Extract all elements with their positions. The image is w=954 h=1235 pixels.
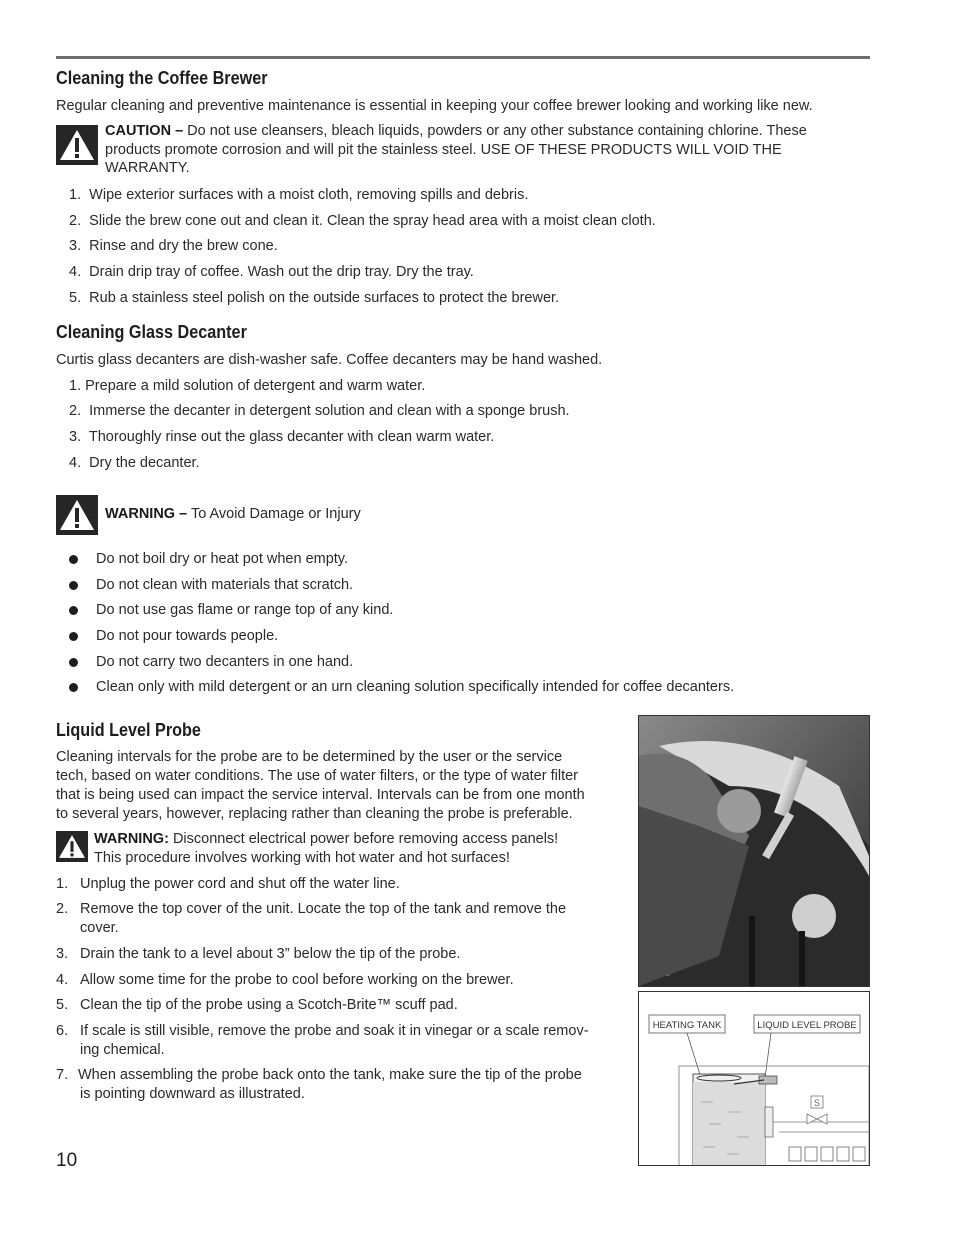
decanter-warning-text: WARNING – To Avoid Damage or Injury [105,506,361,522]
probe-intro-line: to several years, however, replacing rather than cleaning the probe is preferable. [56,806,573,822]
decanter-warning-icon [56,495,98,535]
caution-line-2: products promote corrosion and will pit the stainless steel. USE OF THESE PRODUCTS WILL VOID THE [105,141,782,158]
probe-cleaning-photo [638,715,870,987]
bullet-item: Clean only with mild detergent or an urn cleaning solution specifically intended for coffee decanters. [96,679,735,695]
page-number: 10 [56,1150,78,1171]
heading-cleaning-glass-decanter: Cleaning Glass Decanter [56,322,247,342]
bullet-icon [69,683,78,692]
list-item: 1. Prepare a mild solution of detergent and warm water. [69,378,426,394]
top-rule [56,56,870,59]
heading-liquid-level-probe: Liquid Level Probe [56,720,201,740]
caution-line-1: Do not use cleansers, bleach liquids, powders or any other substance containing chlorine. These [183,123,807,139]
bullet-icon [69,581,78,590]
heading-cleaning-coffee-brewer: Cleaning the Coffee Brewer [56,68,268,88]
bullet-icon [69,632,78,641]
list-item: 5. Rub a stainless steel polish on the outside surfaces to protect the brewer. [69,290,560,306]
decanter-intro: Curtis glass decanters are dish-washer safe. Coffee decanters may be hand washed. [56,352,603,368]
probe-warning-label: WARNING: [94,831,169,847]
list-item: 4. Dry the decanter. [69,455,200,471]
bullet-icon [69,658,78,667]
probe-warning-icon [56,831,88,862]
probe-intro-line: Cleaning intervals for the probe are to be determined by the user or the service [56,749,563,765]
bullet-icon [69,606,78,615]
warning-label: WARNING – [105,506,188,522]
list-item: 1. Unplug the power cord and shut off the water line. [56,876,400,892]
list-item: 4. Drain drip tray of coffee. Wash out the drip tray. Dry the tray. [69,264,474,280]
bullet-item: Do not pour towards people. [96,628,279,644]
caution-text [105,122,870,178]
probe-intro-line: tech, based on water conditions. The use of water filters, or the type of water filter [56,768,578,784]
list-item-continuation: ing chemical. [80,1042,165,1058]
list-item: 3. Thoroughly rinse out the glass decanter with clean warm water. [69,429,495,445]
list-item: 1. Wipe exterior surfaces with a moist cloth, removing spills and debris. [69,187,529,203]
caution-line-3: WARRANTY. [105,160,190,176]
list-item: 6. If scale is still visible, remove the probe and soak it in vinegar or a scale remov- [56,1023,589,1039]
list-item-continuation: is pointing downward as illustrated. [80,1086,305,1102]
list-item: 7. When assembling the probe back onto the tank, make sure the tip of the probe [56,1067,582,1083]
list-item: 2. Slide the brew cone out and clean it. Clean the spray head area with a moist clean cloth. [69,213,656,229]
bullet-item: Do not clean with materials that scratch. [96,577,354,593]
heating-tank-diagram [638,991,870,1166]
probe-warning-line-1: WARNING: Disconnect electrical power before removing access panels! [94,831,559,847]
bullet-item: Do not boil dry or heat pot when empty. [96,551,349,567]
list-item: 2. Remove the top cover of the unit. Locate the top of the tank and remove the [56,901,567,917]
list-item: 4. Allow some time for the probe to cool before working on the brewer. [56,972,514,988]
liquid-level-probe-label: LIQUID LEVEL PROBE [757,1020,857,1031]
brewer-intro: Regular cleaning and preventive maintenance is essential in keeping your coffee brewer looking and working like new. [56,98,813,114]
bullet-icon [69,555,78,564]
list-item-continuation: cover. [80,920,119,936]
list-item: 2. Immerse the decanter in detergent solution and clean with a sponge brush. [69,403,570,419]
heating-tank-label: HEATING TANK [652,1020,722,1031]
list-item: 3. Rinse and dry the brew cone. [69,238,278,254]
caution-label: CAUTION – [105,123,184,139]
caution-warning-icon [56,125,98,165]
list-item: 5. Clean the tip of the probe using a Scotch-Brite™ scuff pad. [56,997,458,1013]
valve-label: S [813,1098,821,1108]
bullet-item: Do not carry two decanters in one hand. [96,654,354,670]
list-item: 3. Drain the tank to a level about 3” below the tip of the probe. [56,946,461,962]
bullet-item: Do not use gas flame or range top of any kind. [96,602,394,618]
probe-warning-line-2: This procedure involves working with hot water and hot surfaces! [94,850,510,866]
probe-intro-line: that is being used can impact the service interval. Intervals can be from one month [56,787,585,803]
